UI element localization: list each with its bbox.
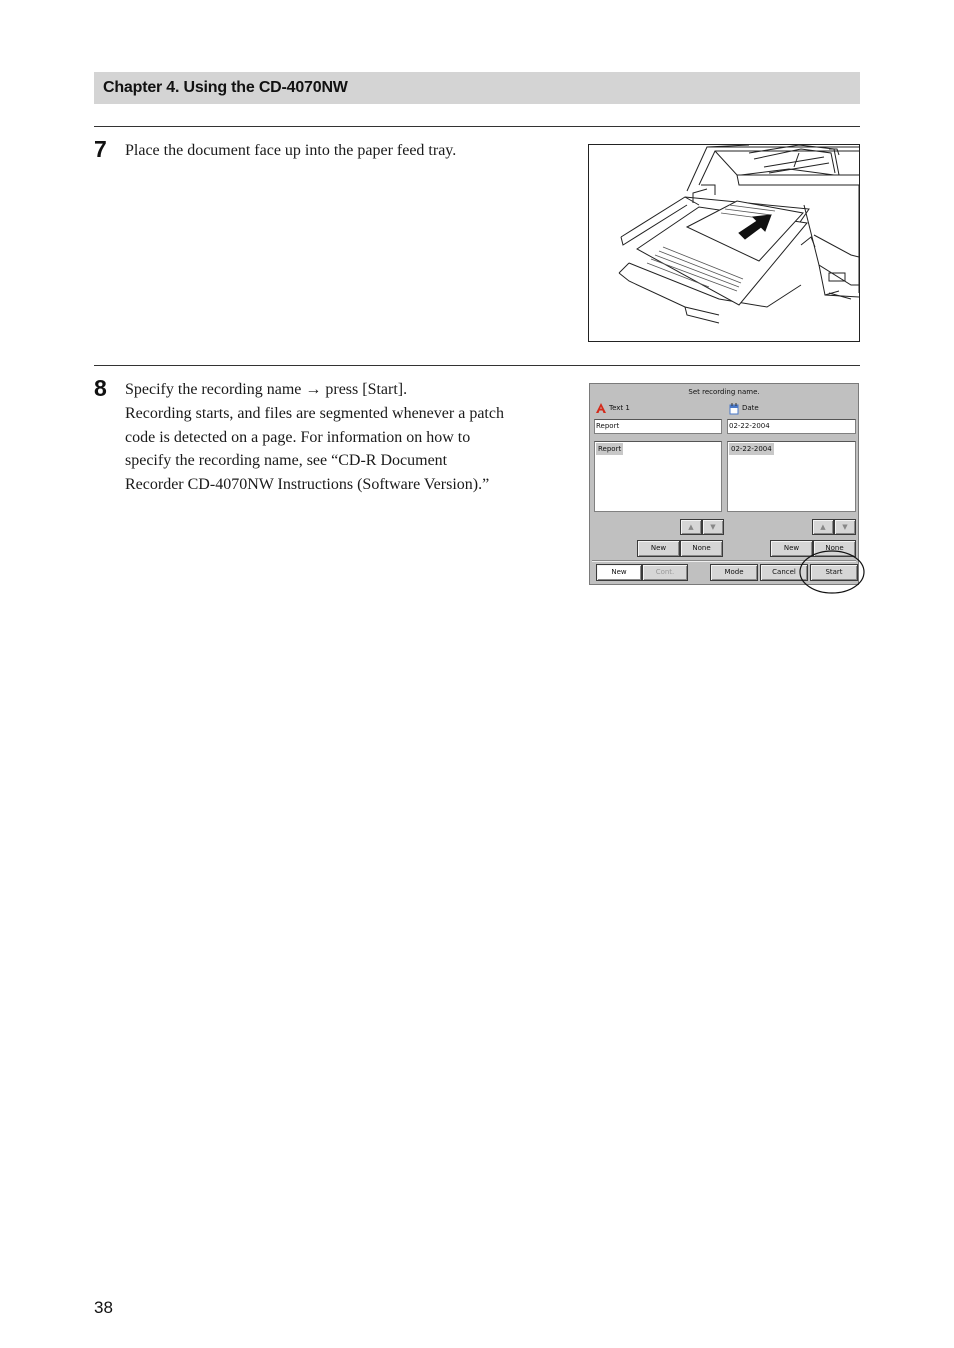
- step-number: 7: [94, 136, 107, 162]
- scanner-drawing: [589, 145, 859, 341]
- text1-list[interactable]: [594, 441, 722, 512]
- scanner-illustration: [588, 144, 860, 342]
- step-number: 8: [94, 375, 107, 401]
- highlight-circle: [798, 548, 868, 598]
- chapter-header: [94, 72, 860, 104]
- divider-line: [94, 126, 860, 127]
- text1-input[interactable]: Report: [594, 419, 722, 434]
- step-text-line: code is detected on a page. For information on how to: [125, 428, 471, 446]
- cancel-button[interactable]: Cancel: [760, 564, 808, 581]
- step-text-line: Place the document face up into the paper feed tray.: [125, 142, 457, 159]
- date-label: Date: [742, 404, 759, 412]
- divider-line: [94, 365, 860, 366]
- text1-label: Text 1: [609, 404, 630, 412]
- date-input[interactable]: 02-22-2004: [727, 419, 856, 434]
- step-instruction: [125, 139, 565, 163]
- start-button[interactable]: Start: [810, 564, 858, 581]
- date-list[interactable]: [727, 441, 856, 512]
- calendar-icon: [728, 402, 740, 415]
- date-down-button[interactable]: ▼: [834, 519, 856, 535]
- date-heading: [728, 402, 759, 414]
- date-none-button[interactable]: None: [813, 540, 856, 557]
- date-up-button[interactable]: ▲: [812, 519, 834, 535]
- text1-heading: [595, 402, 630, 414]
- dialog-title: Set recording name.: [688, 388, 760, 396]
- step-text-line: specify the recording name, see “CD-R Document: [125, 452, 448, 470]
- step-text-line: Recorder CD-4070NW Instructions (Software Version).”: [125, 476, 490, 494]
- step-instruction: [125, 378, 565, 497]
- date-new-button[interactable]: New: [770, 540, 813, 557]
- step-text-line: Specify the recording name → press [Start].: [125, 381, 408, 398]
- page-number: 38: [94, 1298, 113, 1317]
- text1-new-button[interactable]: New: [637, 540, 680, 557]
- text1-up-button[interactable]: ▲: [680, 519, 702, 535]
- list-item[interactable]: Report: [598, 445, 622, 453]
- new-recording-button[interactable]: New: [596, 564, 642, 581]
- list-item[interactable]: 02-22-2004: [731, 445, 772, 453]
- continue-button[interactable]: Cont.: [642, 564, 688, 581]
- text-a-icon: [595, 402, 607, 414]
- mode-button[interactable]: Mode: [710, 564, 758, 581]
- text1-none-button[interactable]: None: [680, 540, 723, 557]
- chapter-title: Chapter 4. Using the CD-4070NW: [103, 79, 348, 96]
- step-text-line: Recording starts, and files are segmented whenever a patch: [125, 404, 504, 422]
- text1-down-button[interactable]: ▼: [702, 519, 724, 535]
